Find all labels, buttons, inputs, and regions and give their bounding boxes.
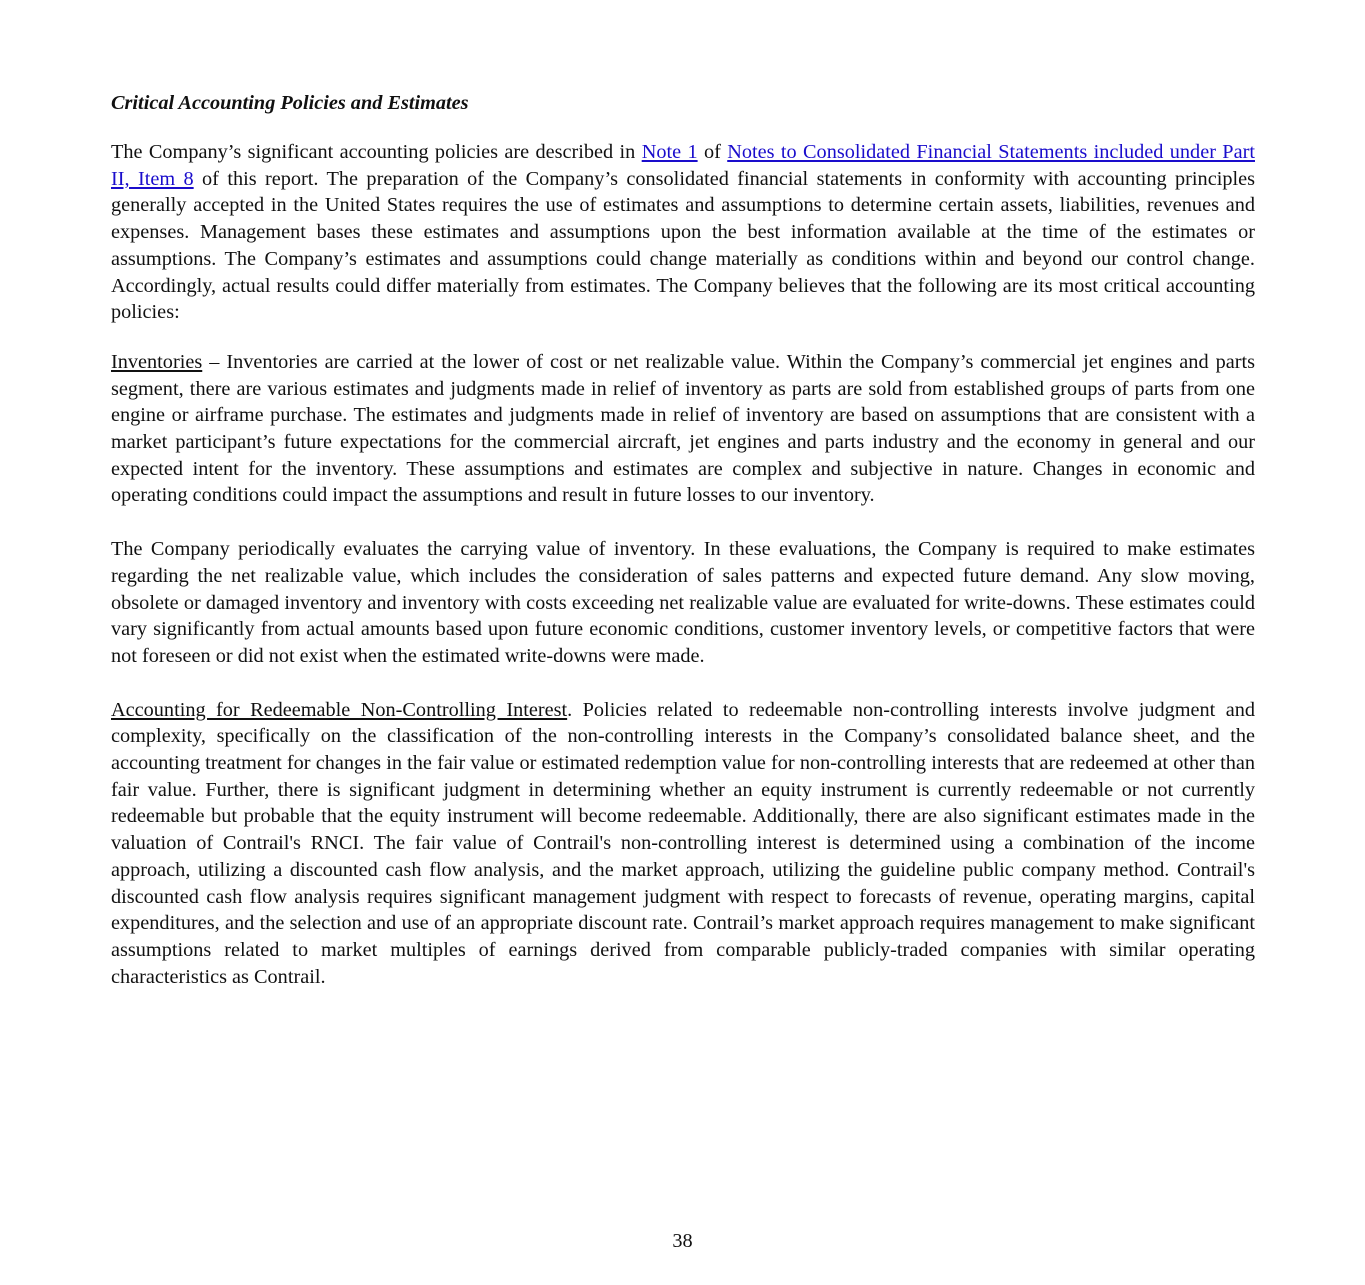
intro-text-1: The Company’s significant accounting policies are described in [111,141,642,163]
inventory-evaluation-paragraph: The Company periodically evaluates the carrying value of inventory. In these evaluations, the Company is required to make estimates regarding the net realizable value, which includes the consideration of sales patterns and expected future demand. Any slow moving, obsolete or damaged inventory and inventory with costs exceeding net realizable value are evaluated for write-downs. These estimates could vary significantly from actual amounts based upon future economic conditions, customer inventory levels, or competitive factors that were not foreseen or did not exist when the estimated write-downs were made. [111,538,1255,667]
document-page [111,90,1255,990]
rnci-title: Accounting for Redeemable Non-Controlling Interest [111,698,568,721]
intro-text-3: of this report. The preparation of the Company’s consolidated financial statements in conformity with accounting principles generally accepted in the United States requires the use of estimates and assumptions to determine certain assets, liabilities, revenues and expenses. Management bases these estimates and assumptions upon the best information available at the time of the estimates or assumptions. The Company’s estimates and assumptions could change materially as conditions within and beyond our control change. Accordingly, actual results could differ materially from estimates. The Company believes that the following are its most critical accounting policies: [111,167,1256,324]
page-number: 38 [672,1230,693,1252]
inventories-paragraph [111,349,1255,509]
inventories-title: Inventories [111,350,203,373]
section-heading: Critical Accounting Policies and Estimates [111,92,469,114]
rnci-paragraph [111,697,1255,991]
intro-paragraph [111,139,1255,326]
rnci-body: . Policies related to redeemable non-controlling interests involve judgment and complexity, specifically on the classification of the non-controlling interests in the Company’s consolidated balance sheet, and the accounting treatment for changes in the fair value or estimated redemption value for non-controlling interests that are redeemed at other than fair value. Further, there is significant judgment in determining whether an equity instrument is currently redeemable or not currently redeemable but probable that the equity instrument will become redeemable. Additionally, there are also significant estimates made in the valuation of Contrail's RNCI. The fair value of Contrail's non-controlling interest is determined using a combination of the income approach, utilizing a discounted cash flow analysis, and the market approach, utilizing the guideline public company method. Contrail's discounted cash flow analysis requires significant management judgment with respect to forecasts of revenue, operating margins, capital expenditures, and the selection and use of an appropriate discount rate. Contrail’s market approach requires management to make significant assumptions related to market multiples of earnings derived from comparable publicly-traded companies with similar operating characteristics as Contrail. [111,698,1255,988]
intro-text-2: of [697,141,728,163]
notes-financial-statements-link[interactable]: Notes to Consolidated Financial Statements included under Part II, Item 8 [111,141,1255,190]
inventories-body: – Inventories are carried at the lower of cost or net realizable value. Within the Company’s commercial jet engines and parts segment, there are various estimates and judgments made in relief of inventory as parts are sold from established groups of parts from one engine or airframe purchase. The estimates and judgments made in relief of inventory are based on assumptions that are consistent with a market participant’s future expectations for the commercial aircraft, jet engines and parts industry and the economy in general and our expected intent for the inventory. These assumptions and estimates are complex and subjective in nature. Changes in economic and operating conditions could impact the assumptions and result in future losses to our inventory. [111,350,1255,507]
note-1-link[interactable]: Note 1 [641,141,698,163]
